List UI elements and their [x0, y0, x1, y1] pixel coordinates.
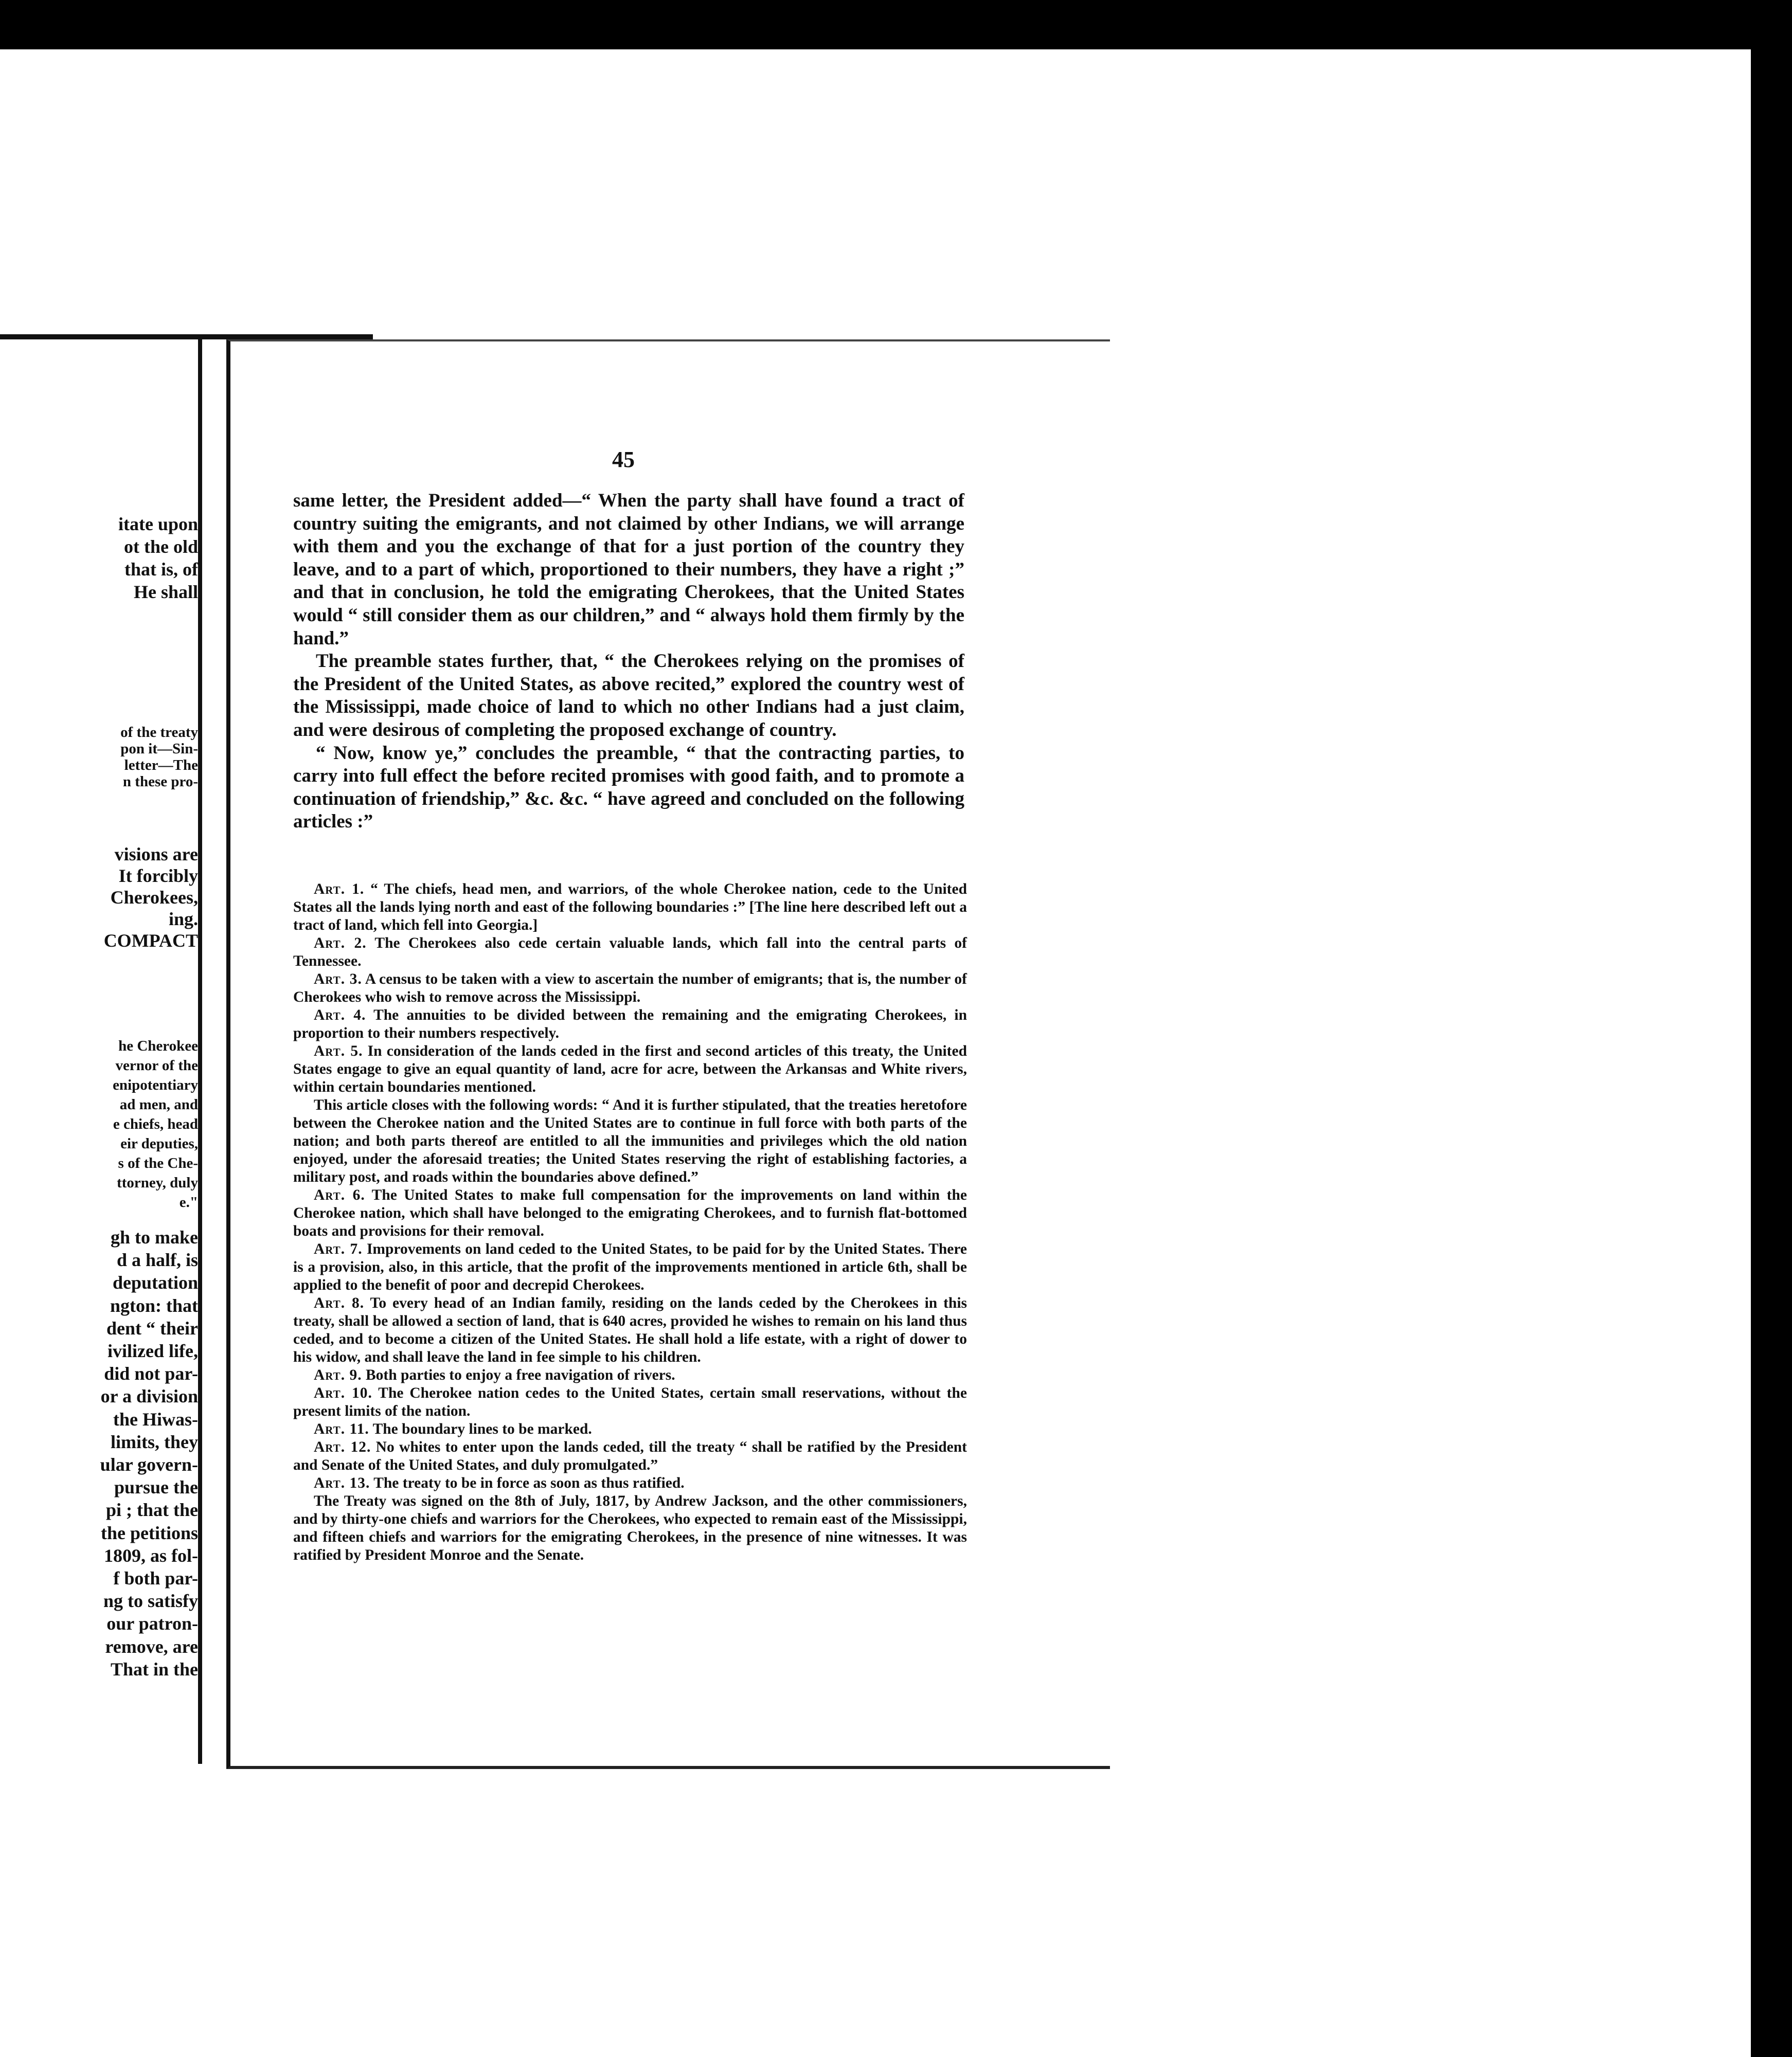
- left-page-line: or a division: [100, 1386, 198, 1407]
- left-page-line: did not par-: [104, 1363, 198, 1384]
- left-page-line: pursue the: [114, 1477, 198, 1498]
- article-label: Art. 13.: [314, 1475, 370, 1491]
- article-text: The United States to make full compensation for the improvements on land within the Cherokee nation, which shall have belonged to the emigrating Cherokees, and to furnish flat-bottomed boats and provisions for their removal.: [293, 1187, 967, 1239]
- article-label: Art. 11.: [314, 1421, 369, 1437]
- left-page-line: enipotentiary: [113, 1077, 198, 1093]
- treaty-article: [293, 1384, 967, 1420]
- left-page-line: deputation: [112, 1272, 198, 1293]
- left-page-line: gh to make: [111, 1227, 198, 1248]
- left-page-line: pon it—Sin-: [120, 741, 198, 757]
- left-page-line: d a half, is: [116, 1250, 198, 1271]
- treaty-article: [293, 1096, 967, 1186]
- left-page-line: the Hiwas-: [113, 1409, 198, 1430]
- left-page-line: limits, they: [111, 1431, 198, 1452]
- left-page-line: ng to satisfy: [103, 1591, 198, 1612]
- left-page-line: visions are: [114, 844, 198, 864]
- left-page-line: letter—The: [124, 757, 198, 773]
- article-label: Art. 9.: [314, 1367, 362, 1383]
- article-text: “ The chiefs, head men, and warriors, of the whole Cherokee nation, cede to the United States all the lands lying north and east of the following boundaries :” [The line here described left out a tract of land, which fell into Georgia.]: [293, 881, 967, 933]
- left-page-line: ad men, and: [119, 1096, 198, 1113]
- article-text: In consideration of the lands ceded in the first and second articles of this treaty, the United States engage to give an equal quantity of land, acre for acre, between the Arkansas and White rivers, within certain boundaries mentioned.: [293, 1043, 967, 1095]
- left-page-line: ular govern-: [100, 1454, 198, 1475]
- left-page-line: ot the old: [124, 536, 198, 557]
- left-page-line: dent “ their: [106, 1318, 198, 1339]
- article-label: Art. 7.: [314, 1241, 363, 1257]
- article-text: The Cherokee nation cedes to the United States, certain small reservations, without the present limits of the nation.: [293, 1385, 967, 1419]
- treaty-article: [293, 1042, 967, 1096]
- article-label: Art. 10.: [314, 1385, 372, 1401]
- left-page-line: vernor of the: [115, 1057, 198, 1074]
- left-page-line: itate upon: [118, 514, 198, 534]
- left-page-line: ttorney, duly: [117, 1175, 198, 1191]
- left-page-line: s of the Che-: [118, 1155, 198, 1171]
- left-page-line: Cherokees,: [110, 887, 198, 908]
- left-page-line: of the treaty: [120, 724, 198, 741]
- paragraph-same-letter: same letter, the President added—“ When the party shall have found a tract of country suiting the emigrants, and not claimed by other Indians, we will arrange with them and you the exchange of that for a just portion of the country they leave, and to a part of which, proportioned to their numbers, they have a right ;” and that in conclusion, he told the emigrating Cherokees, that the United States would “ still consider them as our children,” and “ always hold them firmly by the hand.”: [293, 490, 964, 649]
- left-page-line: COMPACT: [103, 930, 198, 951]
- article-label: Art. 5.: [314, 1043, 363, 1059]
- left-page-line: eir deputies,: [120, 1135, 198, 1152]
- article-label: Art. 3.: [314, 971, 362, 987]
- treaty-articles: [293, 880, 967, 1564]
- left-page-line: the petitions: [101, 1522, 198, 1543]
- article-text: Both parties to enjoy a free navigation of rivers.: [366, 1367, 675, 1383]
- article-text: This article closes with the following words: “ And it is further stipulated, that the treaties heretofore between the Cherokee nation and the United States are to continue in full force with both parts of the nation; and both parts thereof are entitled to all the immunities and privileges which the old nation enjoyed, under the aforesaid treaties; the United States reserving the right of establishing factories, a military post, and roads within the boundaries above defined.”: [293, 1097, 967, 1185]
- page-number: 45: [612, 447, 635, 472]
- left-page-line: That in the: [110, 1658, 198, 1680]
- treaty-article: [293, 1294, 967, 1366]
- left-page-line: ngton: that: [110, 1295, 198, 1316]
- paragraph-now-know-ye: “ Now, know ye,” concludes the preamble, “ that the contracting parties, to carry into full effect the before recited promises with good faith, and to promote a continuation of friendship,” &c. &c. “ have agreed and concluded on the following articles :”: [293, 742, 964, 833]
- treaty-article: [293, 1366, 967, 1384]
- treaty-article: [293, 1474, 967, 1492]
- article-text: Improvements on land ceded to the United States, to be paid for by the United States. There is a provision, also, in this article, that the profit of the improvements mentioned in article 6th, shall be applied to the benefit of poor and decrepid Cherokees.: [293, 1241, 967, 1293]
- treaty-article: [293, 1420, 967, 1438]
- left-page-line: e.": [179, 1194, 198, 1211]
- article-text: To every head of an Indian family, residing on the lands ceded by the Cherokees in this treaty, shall be allowed a section of land, that is 640 acres, provided he wishes to remain on his land thus ceded, and to become a citizen of the United States. He shall hold a life estate, with a right of dower to his widow, and shall leave the land in fee simple to his children.: [293, 1295, 967, 1365]
- article-label: Art. 6.: [314, 1187, 365, 1203]
- article-text: The Cherokees also cede certain valuable lands, which fall into the central parts of Tennessee.: [293, 935, 967, 969]
- article-label: Art. 12.: [314, 1439, 371, 1455]
- scan-right-edge: [1751, 49, 1792, 2057]
- left-facing-page: [0, 334, 202, 1764]
- left-page-line: he Cherokee: [118, 1038, 198, 1054]
- article-label: Art. 4.: [314, 1007, 366, 1023]
- main-body-text: [293, 490, 964, 834]
- article-text: The annuities to be divided between the remaining and the emigrating Cherokees, in proportion to their numbers respectively.: [293, 1007, 967, 1041]
- article-text: A census to be taken with a view to ascertain the number of emigrants; that is, the number of Cherokees who wish to remove across the Mississippi.: [293, 971, 967, 1005]
- treaty-article: [293, 934, 967, 970]
- treaty-article: [293, 1240, 967, 1294]
- article-text: The treaty to be in force as soon as thus ratified.: [373, 1475, 685, 1491]
- left-page-line: f both par-: [113, 1568, 198, 1589]
- treaty-article: [293, 1438, 967, 1474]
- article-text: The Treaty was signed on the 8th of July, 1817, by Andrew Jackson, and the other commissioners, and by thirty-one chiefs and warriors for the Cherokees, who expected to remain east of the Mississippi, and fifteen chiefs and warriors for the emigrating Cherokees, in the presence of nine witnesses. It was ratified by President Monroe and the Senate.: [293, 1493, 967, 1563]
- left-page-line: remove, are: [105, 1636, 198, 1657]
- treaty-article: [293, 1186, 967, 1240]
- treaty-article: [293, 1492, 967, 1564]
- paragraph-preamble: The preamble states further, that, “ the Cherokees relying on the promises of the President of the United States, as above recited,” explored the country west of the Mississippi, made choice of land to which no other Indians had a just claim, and were desirous of completing the proposed exchange of country.: [293, 651, 964, 741]
- left-page-line: It forcibly: [118, 865, 198, 886]
- left-page-line: n these pro-: [122, 773, 198, 790]
- left-page-line: pi ; that the: [106, 1500, 198, 1521]
- article-label: Art. 2.: [314, 935, 367, 951]
- left-page-line: 1809, as fol-: [104, 1545, 198, 1566]
- left-page-line: e chiefs, head: [113, 1116, 198, 1132]
- treaty-article: [293, 880, 967, 934]
- left-page-line: that is, of: [124, 559, 198, 580]
- article-label: Art. 8.: [314, 1295, 365, 1311]
- left-page-line: ivilized life,: [107, 1341, 198, 1361]
- article-text: No whites to enter upon the lands ceded, till the treaty “ shall be ratified by the President and Senate of the United States, and duly promulgated.”: [293, 1439, 967, 1473]
- left-page-line: He shall: [133, 582, 198, 602]
- left-page-line: ing.: [168, 909, 198, 929]
- article-text: The boundary lines to be marked.: [372, 1421, 592, 1437]
- article-label: Art. 1.: [314, 881, 365, 897]
- treaty-article: [293, 1006, 967, 1042]
- treaty-article: [293, 970, 967, 1006]
- scan-top-border: [0, 0, 1792, 49]
- left-page-line: our patron-: [106, 1613, 198, 1634]
